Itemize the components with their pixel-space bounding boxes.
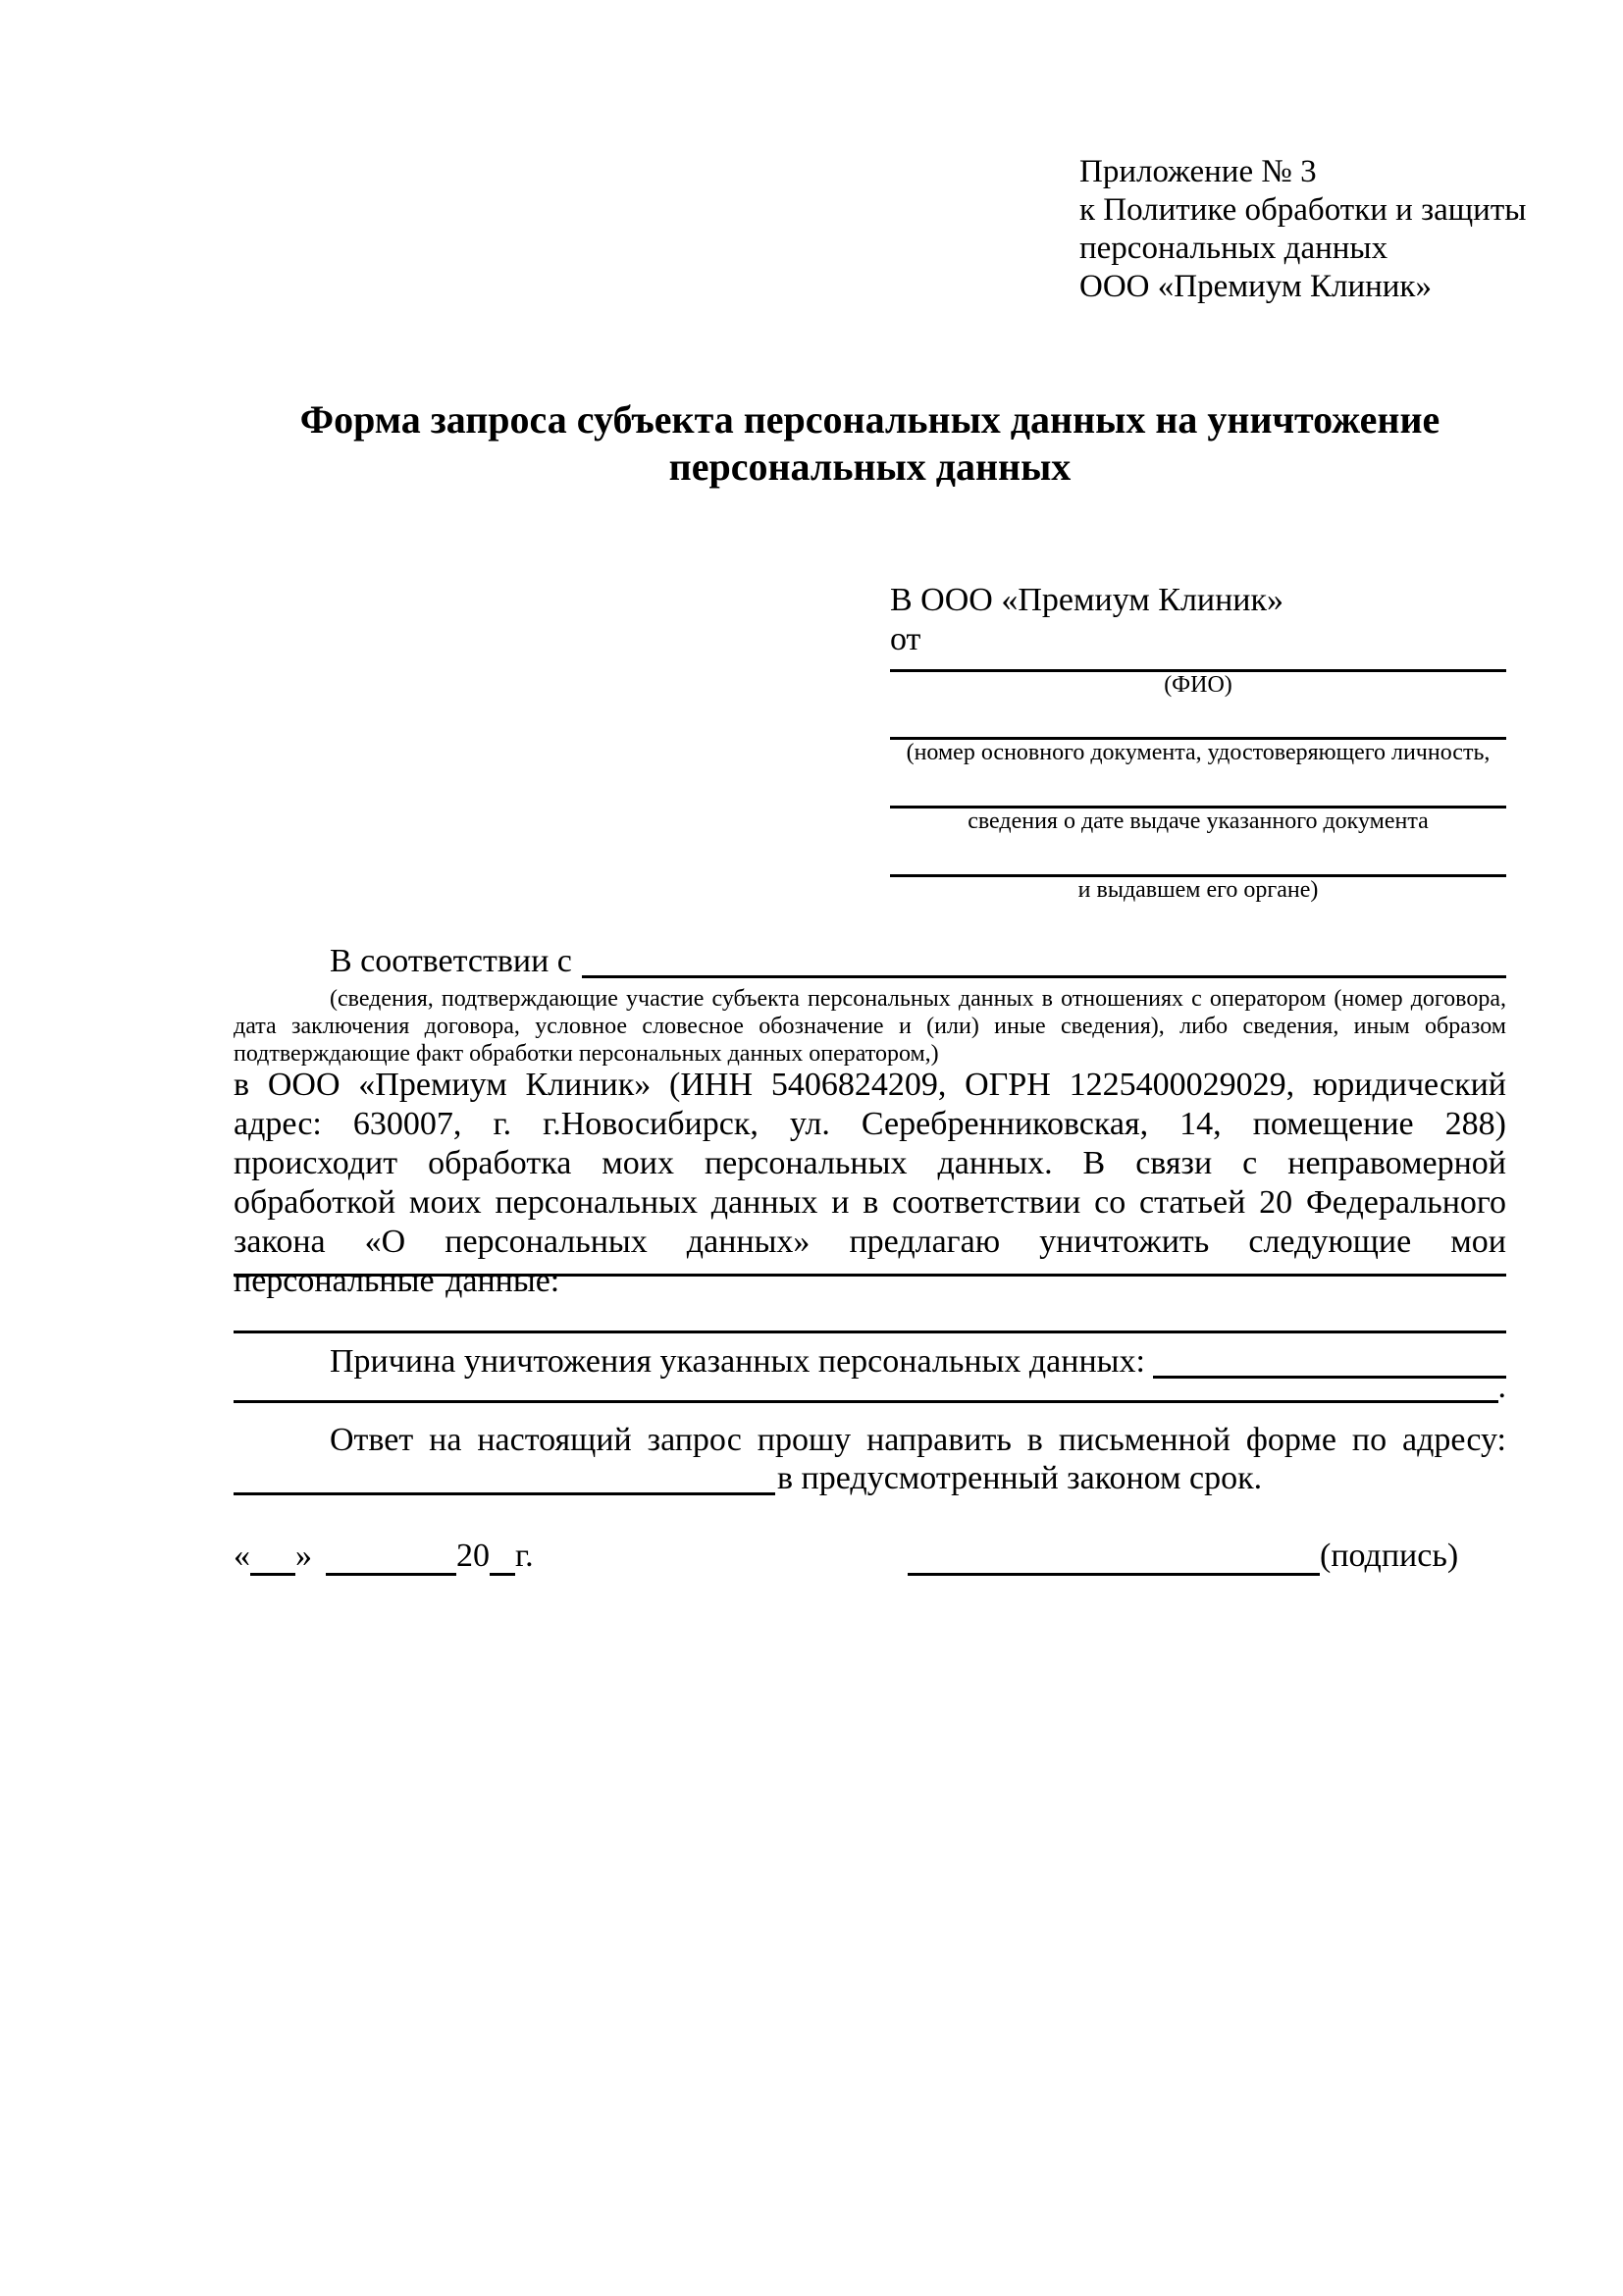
signature-blank-line [908, 1539, 1320, 1576]
date-century: 20 [456, 1538, 490, 1574]
issue-date-blank-line [890, 766, 1506, 809]
date-close-quote: » [295, 1538, 312, 1574]
accordance-note: (сведения, подтверждающие участие субъекта персональных данных в отношениях с оператором (номер договора, дата заключения договора, условное словесное обозначение и (или) иные сведения), либо сведения, иным образом подтверждающие факт обработки персональных данных оператором,) [234, 986, 1506, 1067]
reason-continuation-blank-line [234, 1400, 1498, 1403]
fio-field [890, 659, 1506, 699]
addressee-block [890, 581, 1506, 904]
document-number-blank-line [890, 699, 1506, 740]
addressee-from-label: от [890, 621, 921, 657]
accordance-line [234, 942, 1506, 981]
accordance-blank-line [582, 975, 1506, 978]
annex-header-line: ООО «Премиум Клиник» [1079, 269, 1432, 304]
issue-date-caption: сведения о дате выдаче указанного документа [968, 809, 1429, 834]
addressee-organization: В ООО «Премиум Клиник» [890, 582, 1284, 618]
issue-date-field [890, 766, 1506, 835]
address-line [234, 1462, 1506, 1497]
main-paragraph: в ООО «Премиум Клиник» (ИНН 5406824209, ОГРН 1225400029029, юридический адрес: 630007, г. г.Новосибирск, ул. Серебренниковская, 14, помещение 288) происходит обработка моих персональных данных. В связи с неправомерной обработкой моих персональных данных и в соответствии со статьей 20 Федерального закона «О персональных данных» предлагаю уничтожить следующие мои персональные данные: [234, 1067, 1506, 1299]
annex-header-line: персональных данных [1079, 231, 1388, 266]
date-open-quote: « [234, 1538, 250, 1574]
annex-header [1079, 153, 1541, 306]
personal-data-blank-line-2 [234, 1331, 1506, 1333]
date-line [234, 1537, 534, 1576]
issuing-authority-blank-line [890, 835, 1506, 877]
footer [234, 1537, 1506, 1586]
reason-continuation-line [234, 1370, 1506, 1405]
fio-caption: (ФИО) [1164, 672, 1232, 698]
issuing-authority-caption: и выдавшем его органе) [1077, 877, 1319, 903]
date-year-suffix: г. [515, 1538, 534, 1574]
line-terminator: . [1497, 1369, 1506, 1405]
page-title: Форма запроса субъекта персональных данных на уничтожение персональных данных [299, 397, 1440, 489]
date-month-blank [326, 1539, 456, 1576]
date-day-blank [250, 1539, 295, 1576]
personal-data-blank-line-1 [234, 1274, 1506, 1277]
accordance-label: В соответствии с [330, 943, 572, 979]
response-sentence: Ответ на настоящий запрос прошу направить в письменной форме по адресу: [330, 1422, 1506, 1458]
reason-label: Причина уничтожения указанных персональных данных: [330, 1343, 1145, 1380]
fio-blank-line [890, 659, 1506, 672]
address-blank-line [234, 1492, 775, 1495]
signature-line [908, 1537, 1458, 1576]
document-number-field [890, 699, 1506, 766]
date-year-blank [490, 1539, 515, 1576]
annex-header-line: к Политике обработки и защиты [1079, 192, 1527, 228]
signature-caption: (подпись) [1320, 1538, 1459, 1574]
issuing-authority-field [890, 835, 1506, 904]
annex-header-line: Приложение № 3 [1079, 154, 1317, 189]
response-tail: в предусмотренный законом срок. [777, 1460, 1263, 1496]
document-number-caption: (номер основного документа, удостоверяющего личность, [906, 740, 1491, 765]
